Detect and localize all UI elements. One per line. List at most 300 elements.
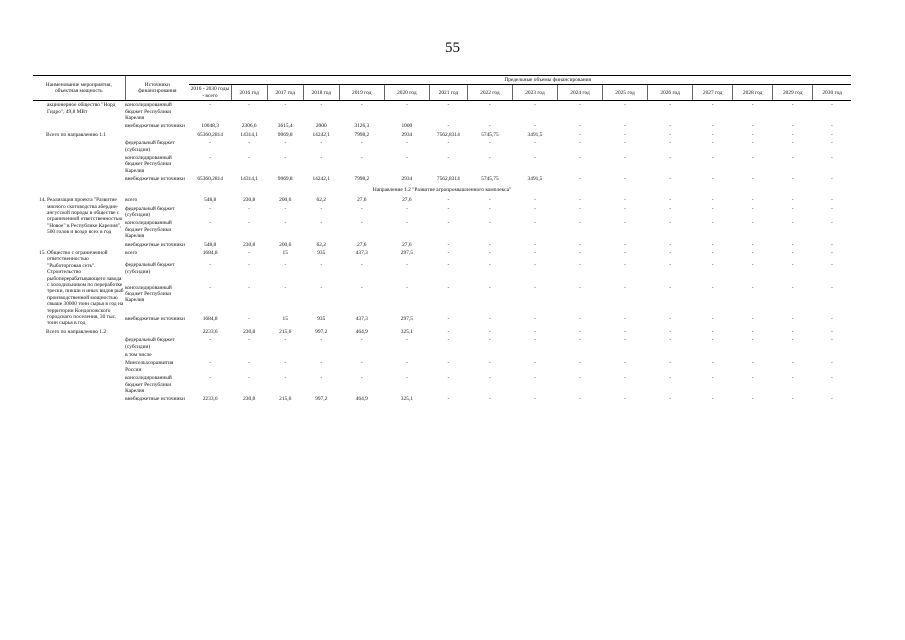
value-cell: -: [711, 220, 714, 227]
value-cell: 297,5: [400, 249, 413, 256]
value-cell: -: [751, 360, 754, 367]
table-row: [33, 249, 851, 262]
value-cell: -: [405, 337, 408, 344]
value-cell: 230,8: [243, 197, 256, 204]
value-cell: -: [669, 316, 671, 323]
value-cell: 27,6: [402, 197, 412, 204]
value-cell: -: [791, 328, 794, 335]
source-cell: внебюджетные источники: [125, 396, 185, 403]
value-cell: -: [579, 155, 581, 162]
value-cell: -: [830, 284, 833, 291]
value-cell: -: [830, 262, 833, 269]
value-cell: -: [624, 197, 626, 204]
value-cell: -: [624, 123, 626, 130]
value-cell: -: [711, 337, 714, 344]
value-cell: -: [209, 102, 212, 109]
value-cell: -: [284, 140, 287, 147]
value-cell: -: [669, 140, 671, 147]
value-cell: -: [579, 396, 581, 403]
value-cell: 1684,8: [202, 316, 218, 323]
value-cell: -: [320, 102, 323, 109]
value-cell: -: [624, 337, 626, 344]
value-cell: -: [579, 123, 581, 130]
value-cell: -: [624, 262, 626, 269]
source-cell: федеральный бюджет (субсидии): [125, 262, 175, 275]
value-cell: -: [830, 197, 833, 204]
value-cell: -: [534, 140, 536, 147]
table-row: [33, 219, 851, 240]
value-cell: -: [751, 262, 754, 269]
value-cell: -: [669, 396, 671, 403]
value-cell: -: [489, 284, 491, 291]
value-cell: -: [624, 328, 626, 335]
source-cell: федеральный бюджет (субсидии): [125, 205, 175, 218]
empty-cell: [33, 359, 125, 374]
value-cell: -: [711, 284, 714, 291]
value-cell: -: [669, 249, 671, 256]
value-cell: -: [791, 262, 794, 269]
value-cell: -: [830, 123, 833, 130]
value-cell: -: [248, 337, 251, 344]
value-cell: -: [534, 337, 536, 344]
value-cell: 1684,8: [202, 249, 218, 256]
table-row: [33, 284, 851, 316]
value-cell: -: [711, 262, 714, 269]
value-cell: -: [360, 337, 363, 344]
value-cell: -: [791, 102, 794, 109]
value-cell: -: [669, 360, 671, 367]
value-cell: 230,8: [243, 241, 256, 248]
value-cell: [557, 351, 602, 359]
value-cell: -: [791, 396, 794, 403]
value-cell: -: [248, 316, 251, 323]
empty-cell: [33, 351, 125, 359]
value-cell: 27,6: [402, 241, 412, 248]
value-cell: -: [320, 205, 323, 212]
value-cell: -: [579, 328, 581, 335]
value-cell: 7562,8314: [436, 176, 460, 183]
value-cell: 5745,75: [481, 176, 499, 183]
value-cell: -: [489, 220, 491, 227]
header-year: 2025 год: [603, 85, 648, 101]
value-cell: 437,3: [355, 249, 368, 256]
value-cell: -: [209, 205, 212, 212]
value-cell: -: [447, 220, 450, 227]
empty-cell: [33, 336, 125, 351]
value-cell: [339, 351, 384, 359]
table-row: [33, 139, 851, 154]
value-cell: -: [830, 337, 833, 344]
value-cell: -: [534, 284, 536, 291]
source-cell: консолидированный бюджет Республики Карелия: [125, 375, 172, 395]
source-cell: [125, 328, 189, 336]
value-cell: -: [669, 328, 671, 335]
value-cell: -: [489, 102, 491, 109]
value-cell: -: [447, 337, 450, 344]
value-cell: 3491,5: [527, 131, 543, 138]
table-row: [33, 395, 851, 403]
value-cell: -: [751, 249, 754, 256]
value-cell: -: [284, 220, 287, 227]
header-year: 2016 - 2030 годы - всего: [189, 85, 231, 101]
value-cell: -: [791, 123, 794, 130]
value-cell: 200,6: [279, 241, 292, 248]
value-cell: -: [209, 220, 212, 227]
value-cell: -: [624, 205, 626, 212]
value-cell: -: [624, 241, 626, 248]
value-cell: -: [405, 262, 408, 269]
table-row: [33, 351, 851, 359]
value-cell: -: [284, 262, 287, 269]
value-cell: -: [624, 131, 626, 138]
value-cell: -: [447, 140, 450, 147]
value-cell: -: [489, 140, 491, 147]
value-cell: -: [669, 197, 671, 204]
value-cell: 2934: [401, 176, 413, 183]
value-cell: -: [405, 102, 408, 109]
value-cell: -: [579, 220, 581, 227]
value-cell: -: [711, 241, 714, 248]
value-cell: -: [579, 337, 581, 344]
value-cell: -: [751, 176, 754, 183]
value-cell: 2233,6: [202, 396, 218, 403]
value-cell: -: [284, 102, 287, 109]
table-row: [33, 196, 851, 204]
value-cell: [693, 351, 733, 359]
value-cell: -: [579, 249, 581, 256]
value-cell: -: [830, 140, 833, 147]
value-cell: -: [751, 284, 754, 291]
value-cell: -: [534, 360, 536, 367]
header-year: 2026 год: [648, 85, 693, 101]
value-cell: -: [534, 123, 536, 130]
source-cell: всего: [125, 197, 138, 204]
header-year: 2020 год: [384, 85, 429, 101]
value-cell: -: [669, 220, 671, 227]
value-cell: -: [711, 249, 714, 256]
page-number: 55: [445, 40, 460, 56]
value-cell: -: [711, 131, 714, 138]
header-name: Наименование мероприятия, объектная мощность: [33, 76, 125, 101]
header-year: 2030 год: [813, 85, 851, 101]
value-cell: 464,9: [355, 328, 368, 335]
value-cell: 2000: [315, 123, 327, 130]
value-cell: -: [209, 375, 212, 382]
value-cell: [603, 351, 648, 359]
value-cell: -: [360, 205, 363, 212]
value-cell: -: [534, 375, 536, 382]
value-cell: -: [751, 396, 754, 403]
value-cell: -: [624, 140, 626, 147]
value-cell: -: [669, 205, 671, 212]
value-cell: -: [447, 155, 450, 162]
header-year: 2028 год: [733, 85, 773, 101]
value-cell: 325,1: [400, 328, 413, 335]
value-cell: 200,6: [279, 197, 292, 204]
value-cell: 2233,6: [202, 328, 218, 335]
value-cell: -: [669, 337, 671, 344]
value-cell: -: [751, 123, 754, 130]
value-cell: -: [711, 316, 714, 323]
value-cell: 7998,2: [354, 176, 370, 183]
value-cell: -: [489, 328, 491, 335]
value-cell: -: [405, 140, 408, 147]
value-cell: -: [830, 102, 833, 109]
value-cell: -: [248, 375, 251, 382]
value-cell: -: [489, 155, 491, 162]
table-row: [33, 359, 851, 374]
value-cell: [429, 351, 467, 359]
value-cell: 62,2: [316, 197, 326, 204]
table-row: [33, 336, 851, 351]
value-cell: 3615,4: [277, 123, 293, 130]
value-cell: -: [447, 197, 450, 204]
value-cell: -: [405, 205, 408, 212]
value-cell: -: [579, 241, 581, 248]
value-cell: -: [624, 375, 626, 382]
value-cell: -: [447, 396, 450, 403]
value-cell: 7998,2: [354, 131, 370, 138]
value-cell: -: [360, 140, 363, 147]
value-cell: -: [711, 396, 714, 403]
source-cell: консолидированный бюджет Республики Карелия: [125, 284, 172, 304]
table-row: [33, 315, 851, 328]
value-cell: -: [624, 176, 626, 183]
value-cell: 27,6: [357, 197, 367, 204]
value-cell: -: [751, 337, 754, 344]
value-cell: -: [830, 375, 833, 382]
value-cell: [813, 351, 851, 359]
value-cell: -: [830, 220, 833, 227]
value-cell: -: [248, 155, 251, 162]
value-cell: -: [791, 360, 794, 367]
value-cell: 5745,75: [481, 131, 499, 138]
value-cell: -: [534, 328, 536, 335]
value-cell: 27,6: [357, 241, 367, 248]
value-cell: -: [447, 375, 450, 382]
value-cell: -: [489, 197, 491, 204]
value-cell: -: [711, 205, 714, 212]
value-cell: -: [489, 316, 491, 323]
value-cell: -: [405, 284, 408, 291]
value-cell: 215,6: [279, 328, 292, 335]
value-cell: -: [579, 316, 581, 323]
value-cell: -: [791, 205, 794, 212]
value-cell: -: [320, 220, 323, 227]
table-row: [33, 261, 851, 283]
table-row: [33, 241, 851, 249]
value-cell: -: [284, 284, 287, 291]
value-cell: -: [624, 284, 626, 291]
value-cell: -: [489, 123, 491, 130]
value-cell: -: [711, 123, 714, 130]
value-cell: -: [489, 262, 491, 269]
value-cell: -: [534, 102, 536, 109]
value-cell: -: [751, 102, 754, 109]
row-number: [33, 101, 45, 131]
value-cell: -: [791, 140, 794, 147]
value-cell: 215,6: [279, 396, 292, 403]
value-cell: -: [489, 360, 491, 367]
value-cell: -: [447, 284, 450, 291]
source-cell: всего: [125, 249, 138, 256]
value-cell: 297,5: [400, 316, 413, 323]
source-cell: внебюджетные источники: [125, 176, 185, 183]
value-cell: -: [669, 131, 671, 138]
value-cell: -: [405, 155, 408, 162]
value-cell: -: [284, 360, 287, 367]
value-cell: -: [711, 155, 714, 162]
value-cell: -: [447, 205, 450, 212]
value-cell: -: [534, 205, 536, 212]
value-cell: -: [791, 375, 794, 382]
value-cell: 14242,1: [312, 131, 331, 138]
header-year: 2017 год: [267, 85, 303, 101]
value-cell: 10048,3: [201, 123, 219, 130]
value-cell: -: [830, 131, 833, 138]
source-cell: консолидированный бюджет Республики Карелия: [125, 102, 172, 122]
header-year: 2023 год: [512, 85, 557, 101]
value-cell: -: [489, 241, 491, 248]
empty-cell: [33, 175, 125, 183]
table-row: [33, 175, 851, 183]
value-cell: -: [830, 328, 833, 335]
value-cell: -: [751, 155, 754, 162]
value-cell: -: [791, 131, 794, 138]
source-cell: федеральный бюджет (субсидии): [125, 337, 175, 350]
value-cell: 14314,1: [240, 176, 258, 183]
header-source: Источники финансирования: [125, 76, 189, 101]
value-cell: -: [405, 375, 408, 382]
value-cell: -: [624, 220, 626, 227]
empty-cell: [33, 139, 125, 154]
table-row: [33, 122, 851, 130]
value-cell: -: [791, 249, 794, 256]
value-cell: -: [579, 205, 581, 212]
value-cell: 65360,2814: [197, 131, 223, 138]
value-cell: -: [669, 262, 671, 269]
value-cell: -: [320, 337, 323, 344]
value-cell: 548,8: [204, 197, 217, 204]
value-cell: -: [579, 176, 581, 183]
value-cell: -: [405, 360, 408, 367]
value-cell: -: [791, 337, 794, 344]
value-cell: -: [830, 316, 833, 323]
value-cell: -: [830, 176, 833, 183]
value-cell: -: [248, 102, 251, 109]
value-cell: -: [830, 249, 833, 256]
value-cell: 230,8: [243, 328, 256, 335]
value-cell: -: [751, 328, 754, 335]
value-cell: -: [791, 316, 794, 323]
value-cell: -: [669, 284, 671, 291]
value-cell: -: [711, 375, 714, 382]
source-cell: внебюджетные источники: [125, 241, 185, 248]
value-cell: 7562,8314: [436, 131, 460, 138]
table-row: [33, 374, 851, 395]
value-cell: -: [624, 316, 626, 323]
value-cell: 14314,1: [240, 131, 258, 138]
value-cell: -: [711, 176, 714, 183]
empty-cell: [33, 374, 125, 395]
source-cell: внебюджетные источники: [125, 123, 185, 130]
value-cell: [512, 351, 557, 359]
row-name: Реализация проекта "Развитие мясного скотоводства абердин-ангусской породы в обществе с ограниченной ответственностью "Новое" в Республике Карелия", 500 голов и воздо всех в год: [47, 197, 123, 236]
value-cell: -: [624, 360, 626, 367]
value-cell: -: [830, 205, 833, 212]
value-cell: -: [579, 102, 581, 109]
value-cell: -: [360, 375, 363, 382]
value-cell: -: [534, 197, 536, 204]
value-cell: -: [360, 262, 363, 269]
value-cell: -: [320, 375, 323, 382]
value-cell: -: [534, 262, 536, 269]
value-cell: -: [711, 140, 714, 147]
row-number: 14.: [39, 197, 46, 204]
header-year: 2029 год: [773, 85, 813, 101]
value-cell: -: [248, 140, 251, 147]
value-cell: -: [579, 262, 581, 269]
source-cell: консолидированный бюджет Республики Карелия: [125, 155, 172, 174]
source-cell: Минсельхозразвития России: [125, 360, 174, 373]
value-cell: -: [711, 102, 714, 109]
value-cell: -: [489, 375, 491, 382]
value-cell: [267, 351, 303, 359]
value-cell: -: [248, 205, 251, 212]
value-cell: -: [830, 360, 833, 367]
value-cell: -: [669, 123, 671, 130]
value-cell: -: [248, 284, 251, 291]
value-cell: -: [320, 360, 323, 367]
value-cell: -: [447, 123, 450, 130]
value-cell: 3126,3: [354, 123, 370, 130]
value-cell: -: [248, 220, 251, 227]
value-cell: [467, 351, 512, 359]
value-cell: -: [534, 316, 536, 323]
value-cell: -: [209, 155, 212, 162]
value-cell: -: [534, 220, 536, 227]
value-cell: -: [751, 241, 754, 248]
value-cell: -: [534, 396, 536, 403]
table-row: [33, 205, 851, 220]
value-cell: -: [624, 155, 626, 162]
value-cell: -: [209, 140, 212, 147]
value-cell: -: [624, 396, 626, 403]
empty-cell: [33, 154, 125, 175]
value-cell: -: [405, 220, 408, 227]
value-cell: -: [791, 220, 794, 227]
value-cell: 1000: [401, 123, 413, 130]
value-cell: 230,8: [243, 396, 256, 403]
value-cell: 437,3: [355, 316, 368, 323]
value-cell: 325,1: [400, 396, 413, 403]
value-cell: [648, 351, 693, 359]
value-cell: -: [320, 284, 323, 291]
value-cell: 3491,5: [527, 176, 543, 183]
value-cell: -: [669, 375, 671, 382]
value-cell: -: [209, 284, 212, 291]
value-cell: 15: [282, 316, 288, 323]
value-cell: -: [669, 102, 671, 109]
value-cell: [231, 351, 267, 359]
value-cell: 464,9: [355, 396, 368, 403]
header-year: 2024 год: [557, 85, 602, 101]
total-name: Всего по направлению 1.2: [46, 328, 107, 335]
value-cell: -: [360, 284, 363, 291]
header-year: 2022 год: [467, 85, 512, 101]
value-cell: -: [360, 155, 363, 162]
row-name: Общество с ограниченной ответственностью "Рыботорговая сеть". Строительство рыбоперерабатывающего завода с холодильником по переработке трески, пикши и иных видов рыб производственной мощностью свыше 30000 тонн сырья в год на территории Кондопожского городского поселения, 30 тыс. тонн сырья в год: [47, 249, 124, 327]
